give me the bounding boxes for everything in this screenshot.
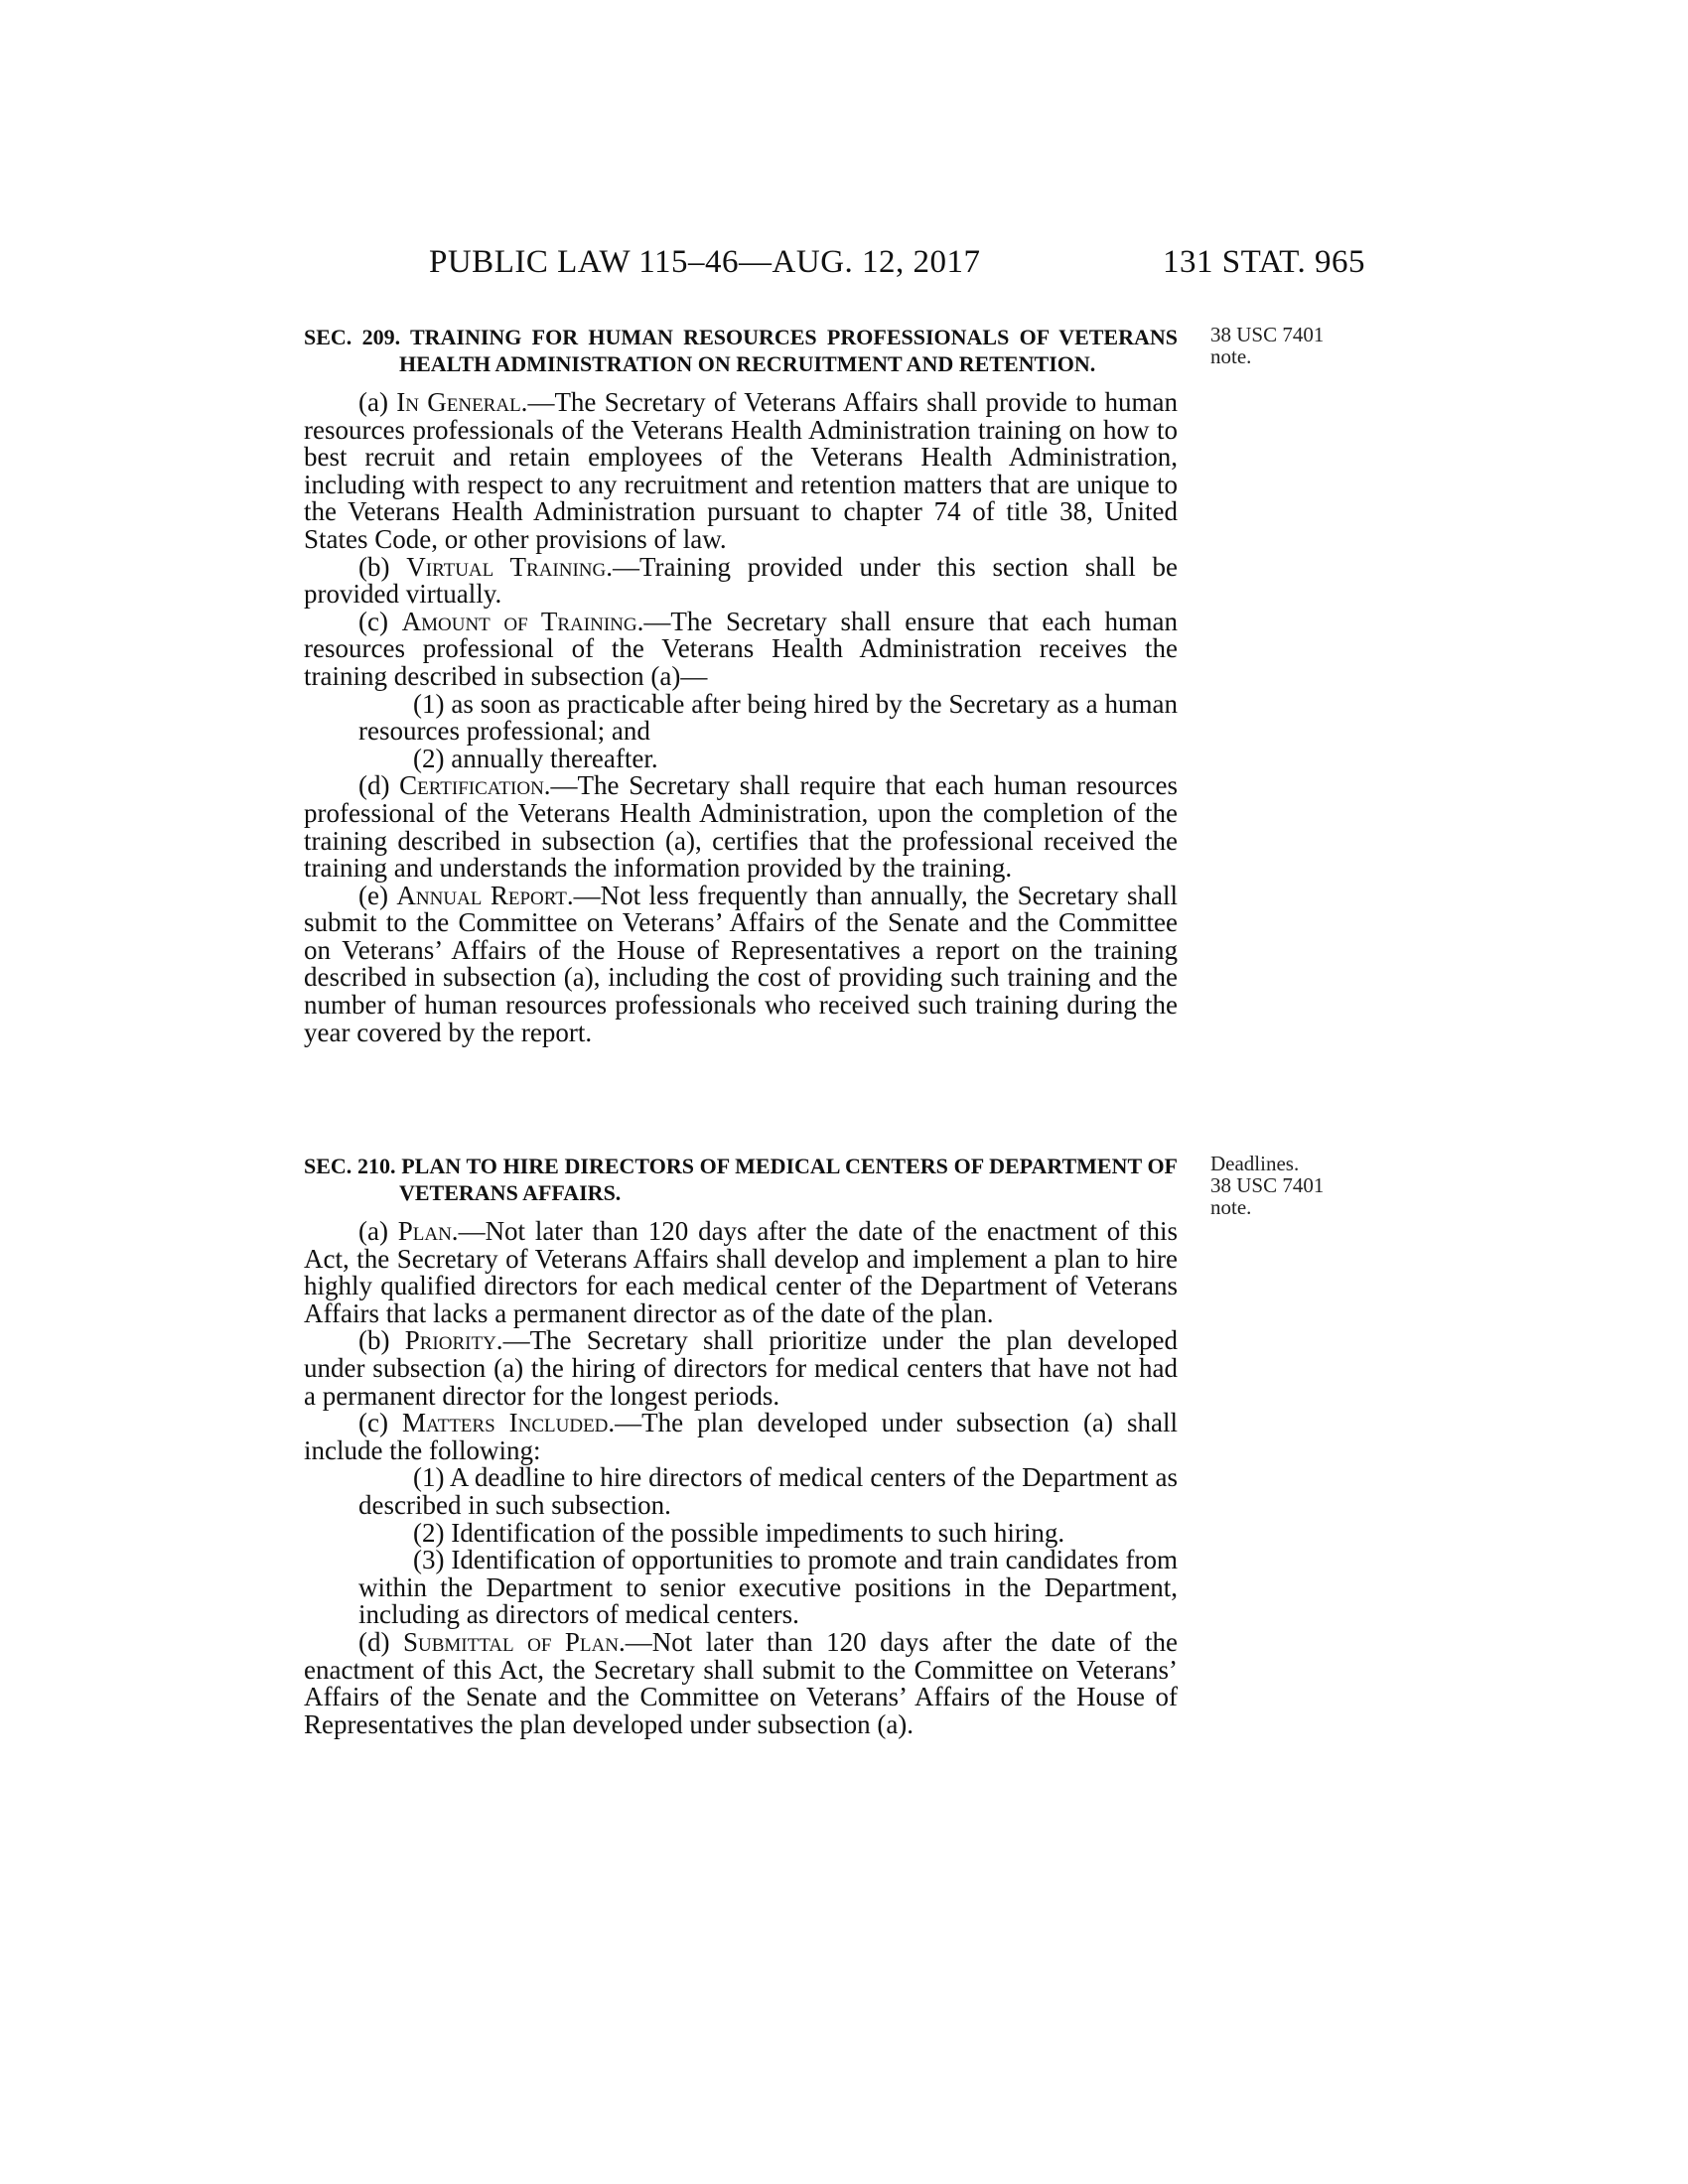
section-210-heading: SEC. 210. PLAN TO HIRE DIRECTORS OF MEDICAL CENTERS OF DEPARTMENT OF VETERANS AFFAIRS.	[304, 1154, 1178, 1205]
section-209	[304, 324, 1178, 1046]
margin-note-line: note.	[1210, 344, 1252, 368]
margin-note-line: note.	[1210, 1195, 1252, 1219]
sec210-subsection-b: (b) Priority.—The Secretary shall prioritize under the plan developed under subsection (a) the hiring of directors for medical centers that have not had a permanent director for the longest periods.	[304, 1325, 1179, 1411]
sec209-subsection-d: (d) Certification.—The Secretary shall require that each human resources professional of the Veterans Health Administration, upon the completion of the training described in subsection (a), certifies that the professional received the training and understands the information provided by the training.	[304, 770, 1178, 884]
page-number: 131 STAT. 965	[1162, 244, 1365, 280]
margin-note-sec209	[1210, 324, 1324, 367]
sec209-c-item-1: (1) as soon as practicable after being hired by the Secretary as a human resources professional; and	[358, 688, 1178, 747]
section-209-heading: SEC. 209. TRAINING FOR HUMAN RESOURCES PROFESSIONALS OF VETERANS HEALTH ADMINISTRATION ON RECRUITMENT AND RETENTION.	[304, 325, 1178, 376]
running-header-title: PUBLIC LAW 115–46—AUG. 12, 2017	[429, 244, 981, 280]
margin-note-line: Deadlines.	[1210, 1152, 1300, 1175]
sec209-subsection-b: (b) Virtual Training.—Training provided under this section shall be provided virtually.	[304, 551, 1178, 610]
sec210-c-item-2: (2) Identification of the possible impediments to such hiring.	[413, 1517, 1065, 1548]
margin-note-line: 38 USC 7401	[1210, 1173, 1325, 1197]
sec210-subsection-a: (a) Plan.—Not later than 120 days after the date of the enactment of this Act, the Secretary of Veterans Affairs shall develop and implement a plan to hire highly qualified directors for each medical center of the Department of Veterans Affairs that lacks a permanent director as of the date of the plan.	[304, 1216, 1178, 1328]
sec210-c-item-1: (1) A deadline to hire directors of medical centers of the Department as described in such subsection.	[358, 1462, 1178, 1520]
sec210-subsection-d: (d) Submittal of Plan.—Not later than 120 days after the date of the enactment of this Act, the Secretary shall submit to the Committee on Veterans’ Affairs of the Senate and the Committee on Veterans’ Affairs of the House of Representatives the plan developed under subsection (a).	[304, 1626, 1178, 1739]
margin-note-line: 38 USC 7401	[1210, 323, 1325, 346]
sec209-c-item-2: (2) annually thereafter.	[413, 743, 658, 773]
margin-note-sec210	[1210, 1153, 1324, 1218]
sec209-subsection-c: (c) Amount of Training.—The Secretary shall ensure that each human resources professional of the Veterans Health Administration receives the training described in subsection (a)—	[304, 606, 1179, 691]
section-210	[304, 1153, 1178, 1738]
sec209-subsection-e: (e) Annual Report.—Not less frequently than annually, the Secretary shall submit to the Committee on Veterans’ Affairs of the Senate and the Committee on Veterans’ Affairs of the House of Representatives a report on the training described in subsection (a), including the cost of providing such training and the number of human resources professionals who received such training during the year covered by the report.	[304, 880, 1178, 1047]
sec209-subsection-a: (a) In General.—The Secretary of Veterans Affairs shall provide to human resources professionals of the Veterans Health Administration training on how to best recruit and retain employees of the Veterans Health Administration, including with respect to any recruitment and retention matters that are unique to the Veterans Health Administration pursuant to chapter 74 of title 38, United States Code, or other provisions of law.	[304, 387, 1178, 554]
sec210-c-item-3: (3) Identification of opportunities to promote and train candidates from within the Department to senior executive positions in the Department, including as directors of medical centers.	[358, 1545, 1178, 1630]
sec210-subsection-c: (c) Matters Included.—The plan developed under subsection (a) shall include the following:	[304, 1408, 1178, 1465]
